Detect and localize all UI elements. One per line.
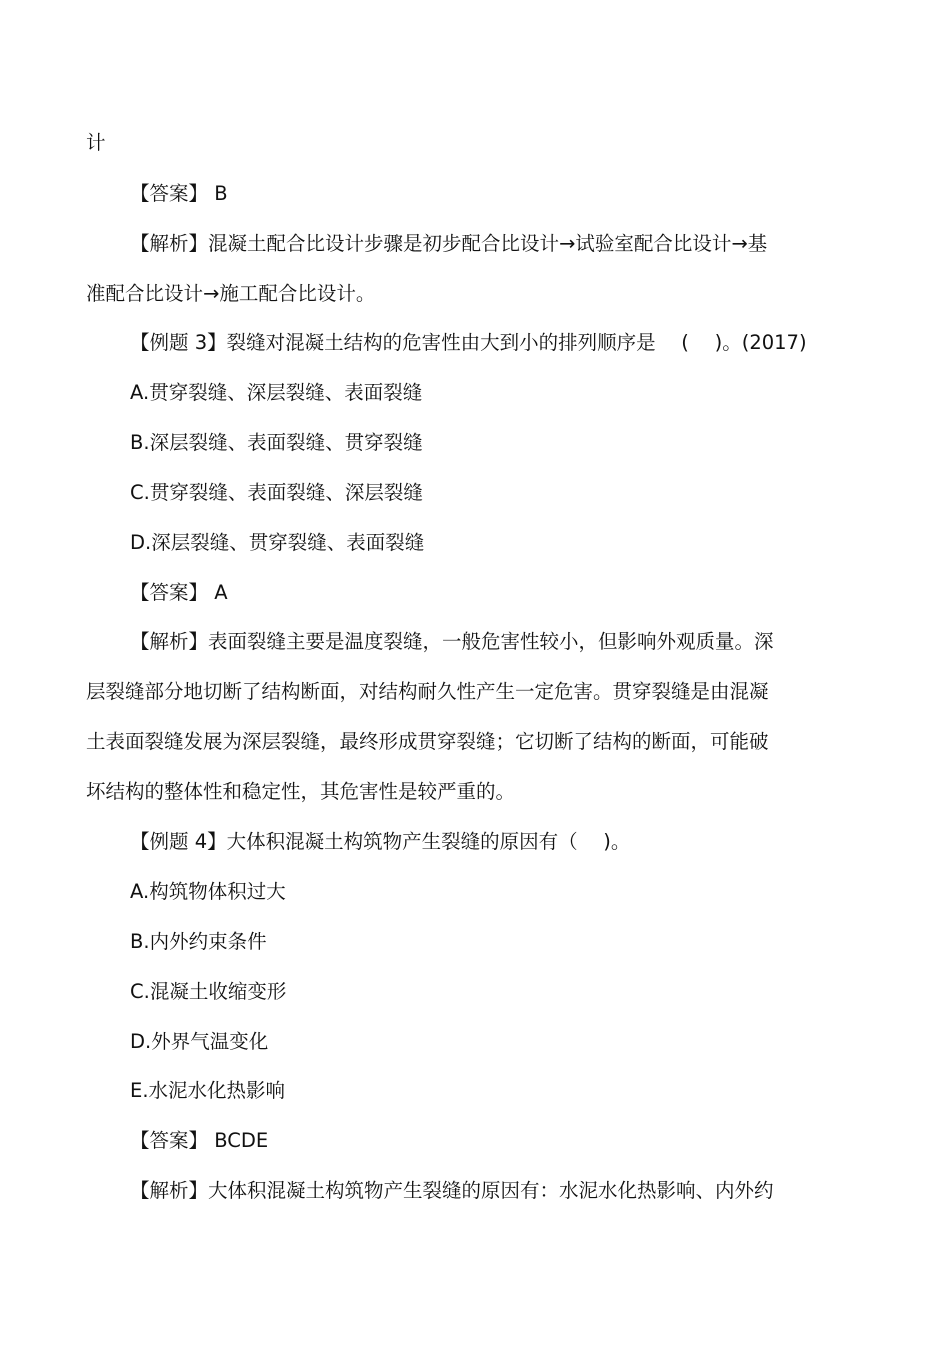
q3-option-c: C.贯穿裂缝、表面裂缝、深层裂缝 bbox=[130, 481, 423, 504]
q2-answer: 【答案】 B bbox=[130, 182, 228, 205]
q4-option-b: B.内外约束条件 bbox=[130, 930, 267, 953]
q4-option-a: A.构筑物体积过大 bbox=[130, 880, 286, 903]
q3-analysis-line-3: 土表面裂缝发展为深层裂缝，最终形成贯穿裂缝；它切断了结构的断面，可能破 bbox=[86, 730, 769, 753]
q3-option-d: D.深层裂缝、贯穿裂缝、表面裂缝 bbox=[130, 531, 425, 554]
q3-analysis-line-2: 层裂缝部分地切断了结构断面，对结构耐久性产生一定危害。贯穿裂缝是由混凝 bbox=[86, 680, 769, 703]
q4-stem: 【例题 4】大体积混凝土构筑物产生裂缝的原因有（ )。 bbox=[130, 830, 631, 853]
q2-analysis-line-2: 准配合比设计→施工配合比设计。 bbox=[86, 282, 376, 305]
q2-analysis-line-1: 【解析】混凝土配合比设计步骤是初步配合比设计→试验室配合比设计→基 bbox=[130, 232, 768, 255]
q3-analysis-line-1: 【解析】表面裂缝主要是温度裂缝，一般危害性较小，但影响外观质量。深 bbox=[130, 630, 774, 653]
q4-answer: 【答案】 BCDE bbox=[130, 1129, 269, 1152]
q4-option-d: D.外界气温变化 bbox=[130, 1030, 269, 1053]
q4-analysis-line-1: 【解析】大体积混凝土构筑物产生裂缝的原因有：水泥水化热影响、内外约 bbox=[130, 1179, 774, 1202]
q4-option-c: C.混凝土收缩变形 bbox=[130, 980, 287, 1003]
q3-option-a: A.贯穿裂缝、深层裂缝、表面裂缝 bbox=[130, 381, 423, 404]
q3-option-b: B.深层裂缝、表面裂缝、贯穿裂缝 bbox=[130, 431, 423, 454]
continuation-text: 计 bbox=[86, 131, 106, 154]
q3-answer: 【答案】 A bbox=[130, 581, 228, 604]
q3-stem: 【例题 3】裂缝对混凝土结构的危害性由大到小的排列顺序是 ( )。(2017) bbox=[130, 331, 807, 354]
q3-analysis-line-4: 坏结构的整体性和稳定性，其危害性是较严重的。 bbox=[86, 780, 516, 803]
q4-option-e: E.水泥水化热影响 bbox=[130, 1079, 286, 1102]
